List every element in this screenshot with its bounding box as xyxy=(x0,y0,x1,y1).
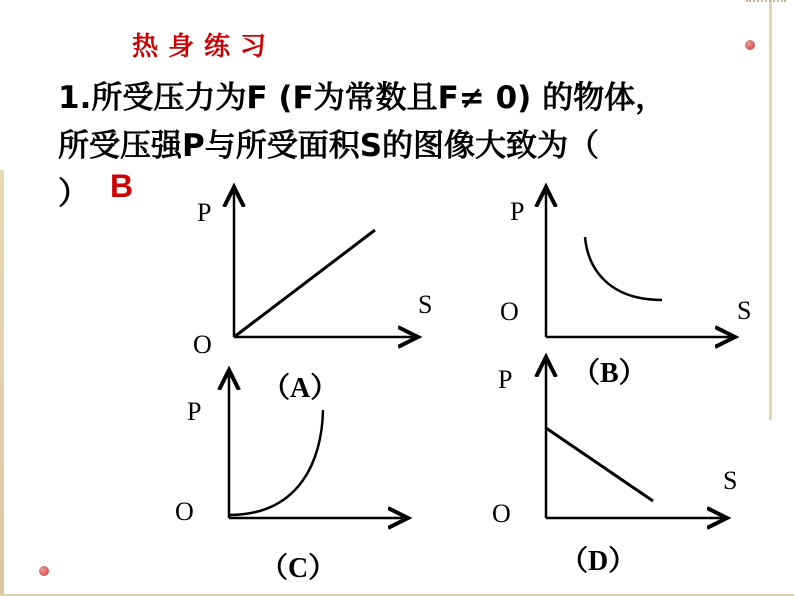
graph-c-origin-label: O xyxy=(175,497,194,526)
graph-d-curve xyxy=(546,428,653,501)
graph-a-curve xyxy=(234,230,375,337)
graph-d-caption: （D） xyxy=(560,546,637,577)
graph-a-x-label: S xyxy=(418,290,433,319)
question-line-3: ） xyxy=(58,176,89,212)
graph-a-y-label: P xyxy=(197,198,212,227)
graph-d-x-label: S xyxy=(723,466,738,495)
graph-b-caption: （B） xyxy=(572,358,647,389)
graph-d-origin-label: O xyxy=(492,499,511,528)
graph-c-caption: （C） xyxy=(260,553,337,584)
graph-c-curve xyxy=(229,410,323,515)
section-heading: 热身练习 xyxy=(132,32,277,62)
graph-c-y-label: P xyxy=(187,397,202,426)
graph-b-y-label: P xyxy=(510,197,525,226)
graph-a-caption: （A） xyxy=(262,373,339,404)
graph-a-origin-label: O xyxy=(193,330,212,359)
question-line-1: 1.所受压力为F (F为常数且F≠ 0) 的物体， xyxy=(58,80,667,116)
graph-b-x-label: S xyxy=(737,296,752,325)
question-line-2: 所受压强P与所受面积S的图像大致为（ xyxy=(58,128,600,164)
graph-a xyxy=(234,192,413,337)
graph-b-origin-label: O xyxy=(500,297,519,326)
answer-mark: B xyxy=(110,168,134,204)
graph-b xyxy=(546,192,730,337)
graph-d-y-label: P xyxy=(498,365,513,394)
graph-b-curve xyxy=(585,237,662,300)
